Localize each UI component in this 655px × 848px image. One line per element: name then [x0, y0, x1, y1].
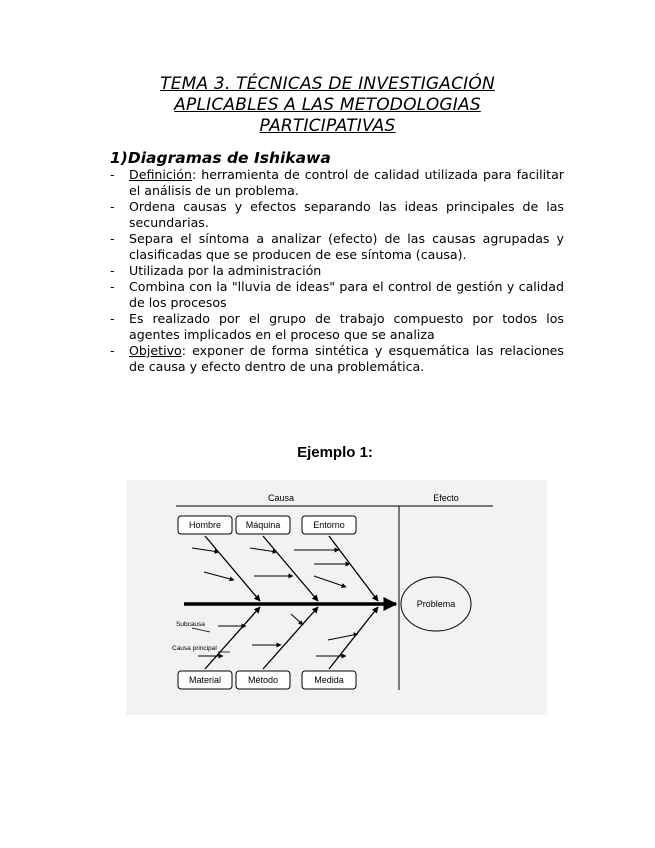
bullet-dash: -: [110, 263, 115, 278]
list-item-text: : exponer de forma sintética y esquemática las relaciones de causa y efecto dentro de una problemática.: [129, 343, 564, 374]
bullet-dash: -: [110, 199, 115, 214]
subcause-arrow: [291, 614, 303, 625]
bone-metodo: [263, 607, 318, 669]
subcause-pointer: [192, 628, 210, 632]
bone-maquina: [263, 536, 318, 601]
header-effect-label: Efecto: [433, 493, 459, 503]
bullet-dash: -: [110, 279, 115, 294]
cause-label-hombre: Hombre: [188, 520, 222, 530]
list-item-text: Utilizada por la administración: [129, 263, 322, 278]
bone-entorno: [329, 536, 378, 601]
bullet-dash: -: [110, 343, 115, 358]
bullet-dash: -: [110, 167, 115, 182]
cause-label-metodo: Método: [247, 675, 279, 685]
list-item: [110, 167, 564, 199]
list-item: [110, 311, 564, 343]
cause-label-medida: Medida: [314, 675, 344, 685]
main-cause-label: Causa principal: [172, 645, 217, 652]
ishikawa-diagram: [126, 480, 547, 715]
list-item: [110, 231, 564, 263]
header-cause-label: Causa: [267, 493, 295, 503]
cause-label-maquina: Máquina: [245, 520, 281, 530]
subcause-label: Subcausa: [176, 621, 205, 628]
cause-label-entorno: Entorno: [313, 520, 345, 530]
document-title: [0, 74, 655, 137]
list-item-text: Es realizado por el grupo de trabajo compuesto por todos los agentes implicados en el proceso que se analiza: [129, 311, 564, 342]
list-item-text: Separa el síntoma a analizar (efecto) de las causas agrupadas y clasificadas que se producen de ese síntoma (causa).: [129, 231, 564, 262]
list-item: [110, 279, 564, 311]
example-heading: Ejemplo 1:: [297, 444, 373, 461]
cause-label-material: Material: [188, 675, 222, 685]
list-item-text: : herramienta de control de calidad utilizada para facilitar el análisis de un problema.: [129, 167, 564, 198]
list-item: [110, 263, 564, 279]
list-item-text: Combina con la "lluvia de ideas" para el control de gestión y calidad de los procesos: [129, 279, 564, 310]
title-line-1: TEMA 3. TÉCNICAS DE INVESTIGACIÓN: [160, 74, 495, 94]
subcause-arrow: [314, 576, 346, 587]
fishbone-svg: [126, 480, 547, 715]
section-title: Diagramas de Ishikawa: [127, 149, 331, 167]
section-number: 1): [110, 149, 128, 167]
bullet-dash: -: [110, 311, 115, 326]
subcause-arrow: [204, 572, 234, 580]
bullet-dash: -: [110, 231, 115, 246]
title-line-3: PARTICIPATIVAS: [259, 116, 396, 136]
list-item: [110, 199, 564, 231]
effect-label: Problema: [416, 599, 456, 609]
section-heading: [110, 149, 331, 167]
title-line-2: APLICABLES A LAS METODOLOGIAS: [174, 95, 481, 115]
bone-hombre: [205, 536, 260, 601]
bullet-list: [110, 167, 564, 375]
list-item-text: Ordena causas y efectos separando las ideas principales de las secundarias.: [129, 199, 564, 230]
term-definicion: Definición: [129, 167, 192, 182]
term-objetivo: Objetivo: [129, 343, 182, 358]
bone-material: [205, 607, 260, 669]
list-item: [110, 343, 564, 375]
